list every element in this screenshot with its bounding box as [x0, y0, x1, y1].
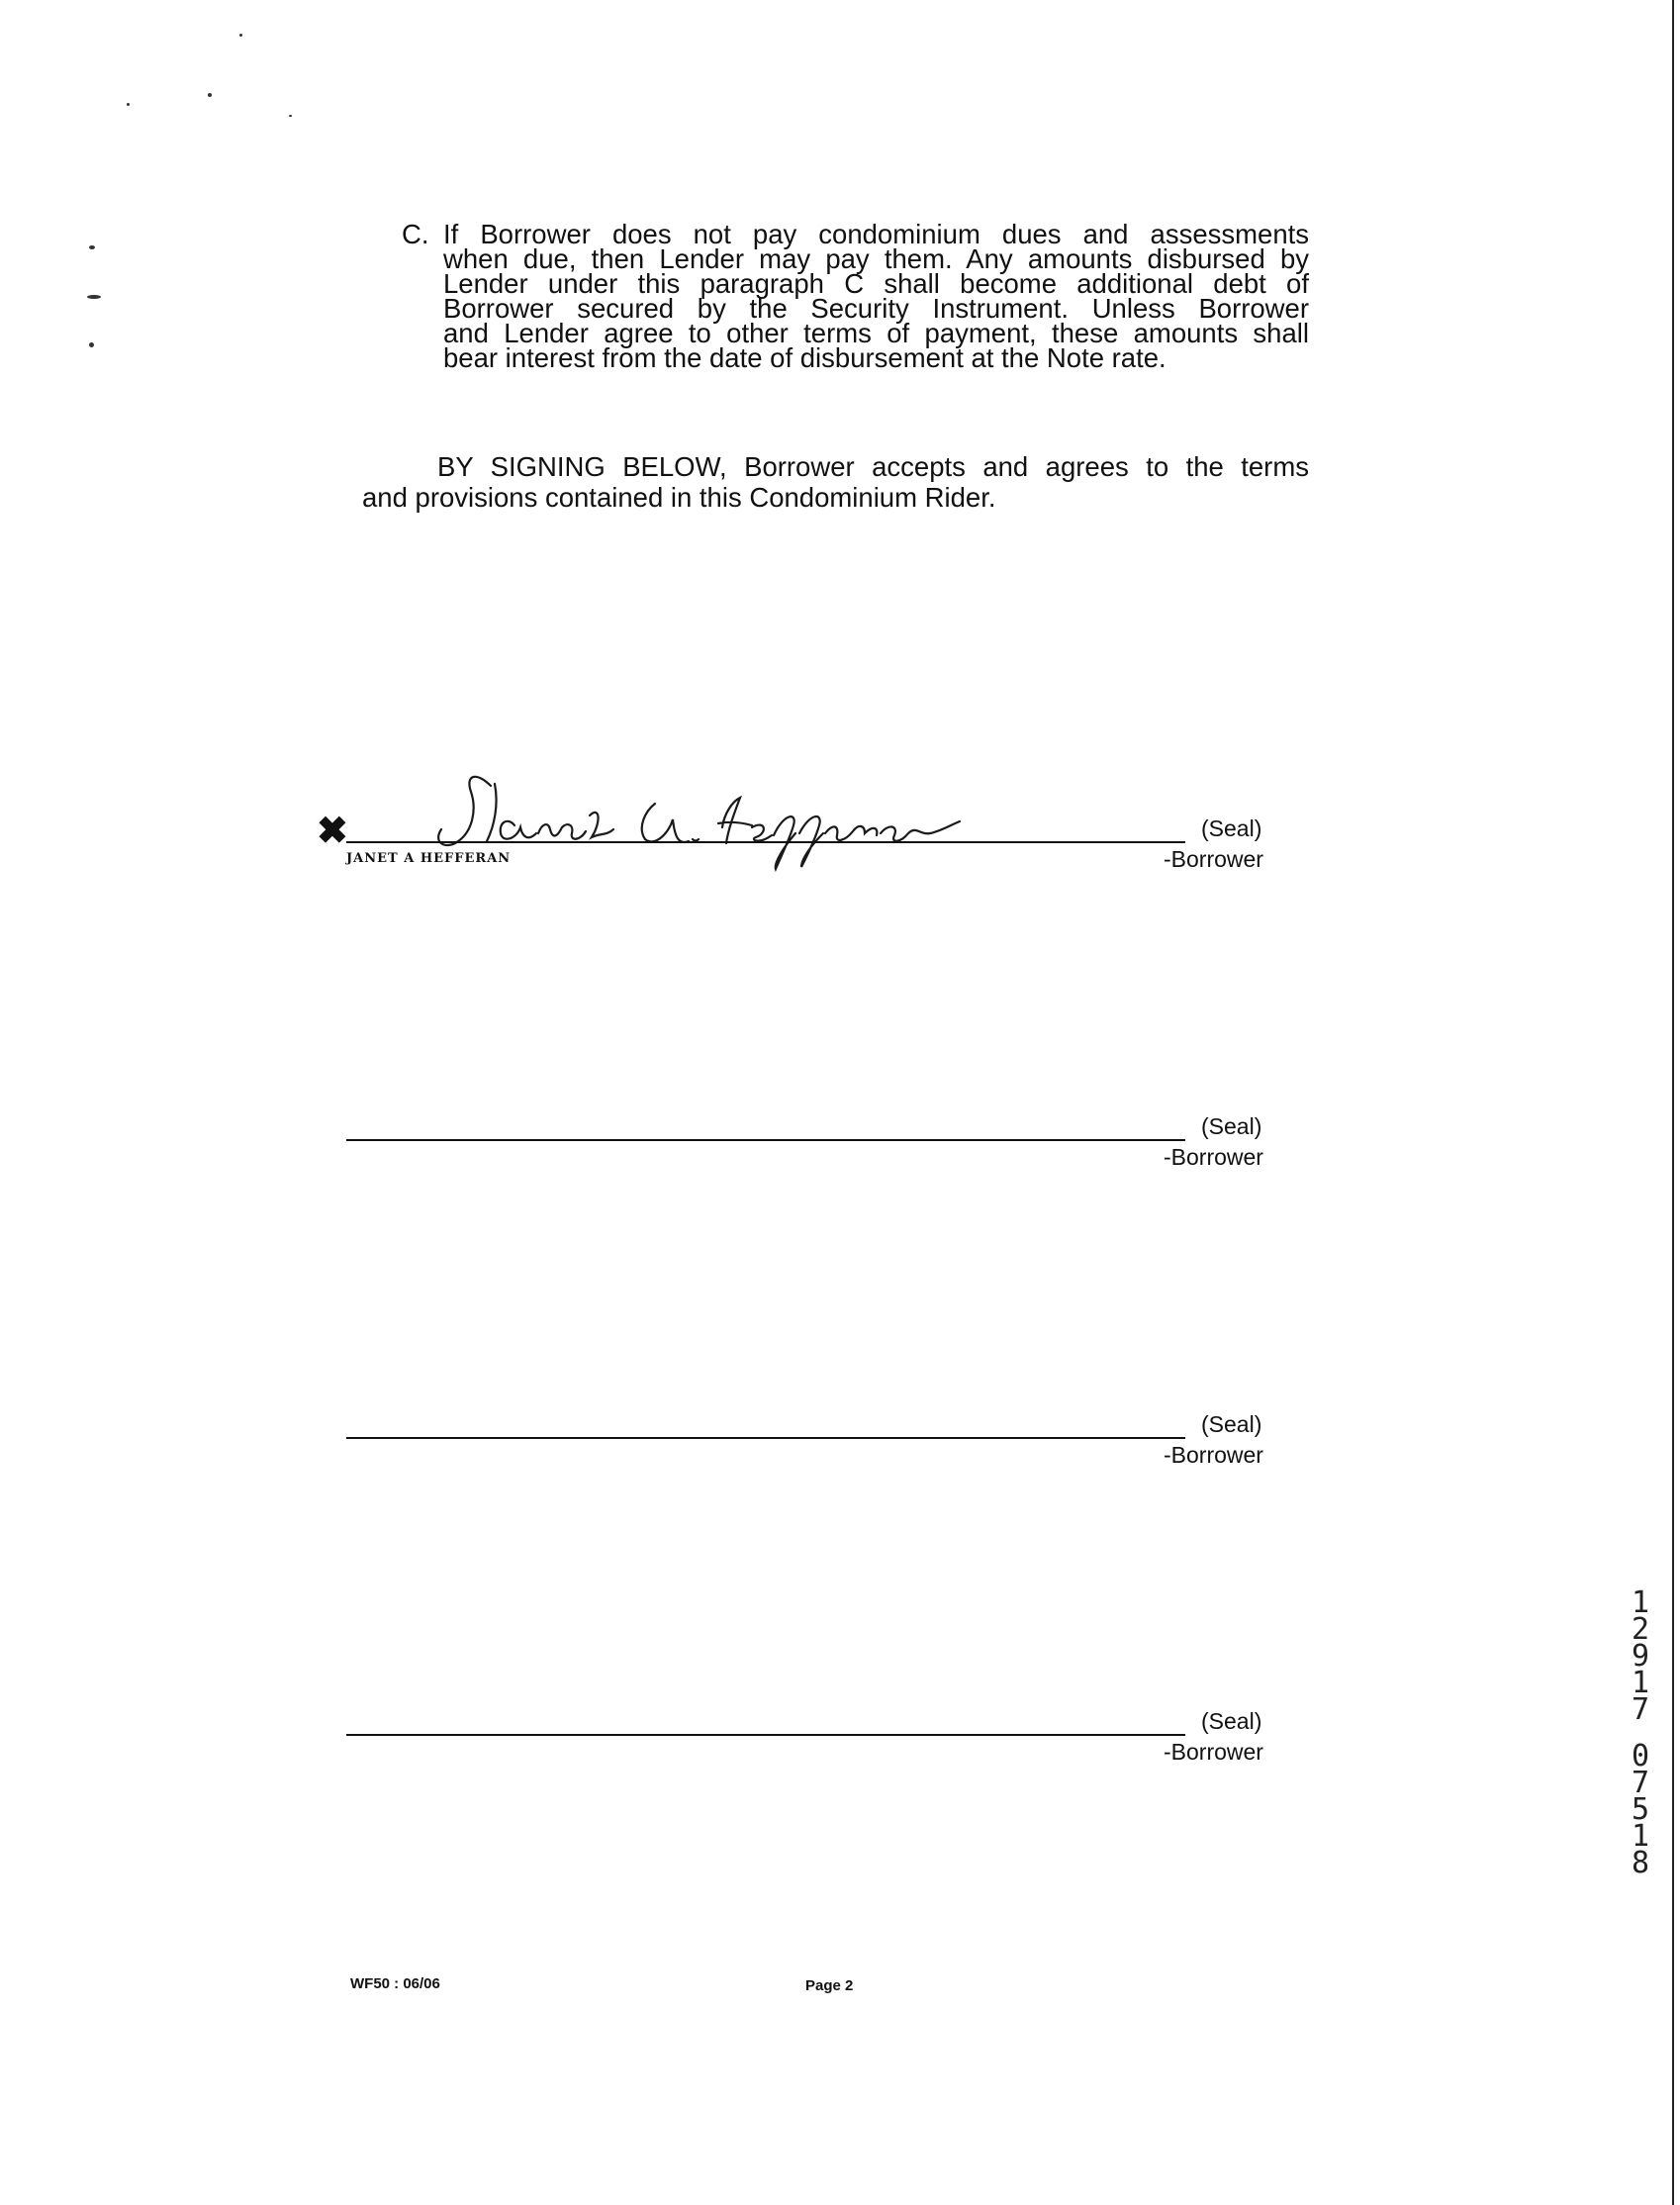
- sign-here-mark: ✖: [317, 811, 348, 852]
- scan-speck: [239, 34, 242, 37]
- stamp-digit: 5: [1631, 1792, 1650, 1827]
- stamp-digit: 1: [1631, 1585, 1650, 1620]
- borrower-label: -Borrower: [1164, 846, 1263, 872]
- paragraph-line: Borrower secured by the Security Instrument. Unless Borrower: [443, 293, 1309, 324]
- stamp-digit: 8: [1631, 1846, 1650, 1880]
- signing-line: BY SIGNING BELOW, Borrower accepts and agrees to the terms: [437, 451, 1309, 482]
- page-number: Page 2: [805, 1977, 854, 1994]
- borrower-label: -Borrower: [1164, 1144, 1263, 1170]
- scan-speck: [89, 245, 95, 249]
- scan-speck: [89, 342, 94, 347]
- seal-label: (Seal): [1201, 1411, 1262, 1437]
- signature-line: [346, 841, 1185, 843]
- signature-block: [346, 1708, 1276, 1803]
- signature-line: [346, 1139, 1185, 1141]
- seal-label: (Seal): [1201, 1113, 1262, 1139]
- stamp-digit: 1: [1631, 1819, 1650, 1854]
- signature-block: [317, 811, 1276, 911]
- stamp-digit: 9: [1631, 1639, 1650, 1674]
- signature-block: [346, 1113, 1276, 1208]
- paragraph-line: Lender under this paragraph C shall become additional debt of: [443, 268, 1309, 299]
- stamp-digit: 7: [1631, 1692, 1650, 1727]
- scan-speck: [289, 115, 292, 117]
- scan-edge: [1672, 0, 1674, 2205]
- stamp-digit: 0: [1631, 1739, 1650, 1774]
- scan-speck: [87, 295, 101, 299]
- scan-speck: [208, 93, 212, 97]
- signature-line: [346, 1734, 1185, 1736]
- stamp-digit: 2: [1631, 1612, 1650, 1647]
- form-code: WF50 : 06/06: [350, 1975, 440, 1992]
- signing-statement: [362, 451, 1309, 513]
- paragraph-c-body: [443, 219, 1309, 373]
- paragraph-line: bear interest from the date of disbursement at the Note rate.: [443, 342, 1167, 373]
- scan-speck: [127, 103, 130, 106]
- document-number-stamp: [1623, 1585, 1658, 1880]
- paragraph-line: and Lender agree to other terms of payment, these amounts shall: [443, 318, 1309, 348]
- seal-label: (Seal): [1201, 815, 1262, 841]
- borrower-label: -Borrower: [1164, 1739, 1263, 1765]
- signing-line: and provisions contained in this Condominium Rider.: [362, 482, 996, 513]
- signature-block: [346, 1411, 1276, 1506]
- paragraph-line: If Borrower does not pay condominium dues and assessments: [443, 219, 1309, 249]
- signature-line: [346, 1437, 1185, 1439]
- seal-label: (Seal): [1201, 1708, 1262, 1734]
- paragraph-line: when due, then Lender may pay them. Any amounts disbursed by: [443, 243, 1309, 274]
- paragraph-marker: C.: [402, 219, 429, 249]
- printed-borrower-name: JANET A HEFFERAN: [346, 851, 512, 866]
- stamp-digit: 7: [1631, 1766, 1650, 1800]
- borrower-label: -Borrower: [1164, 1442, 1263, 1468]
- stamp-digit: 1: [1631, 1666, 1650, 1700]
- paragraph-c: [402, 219, 1309, 373]
